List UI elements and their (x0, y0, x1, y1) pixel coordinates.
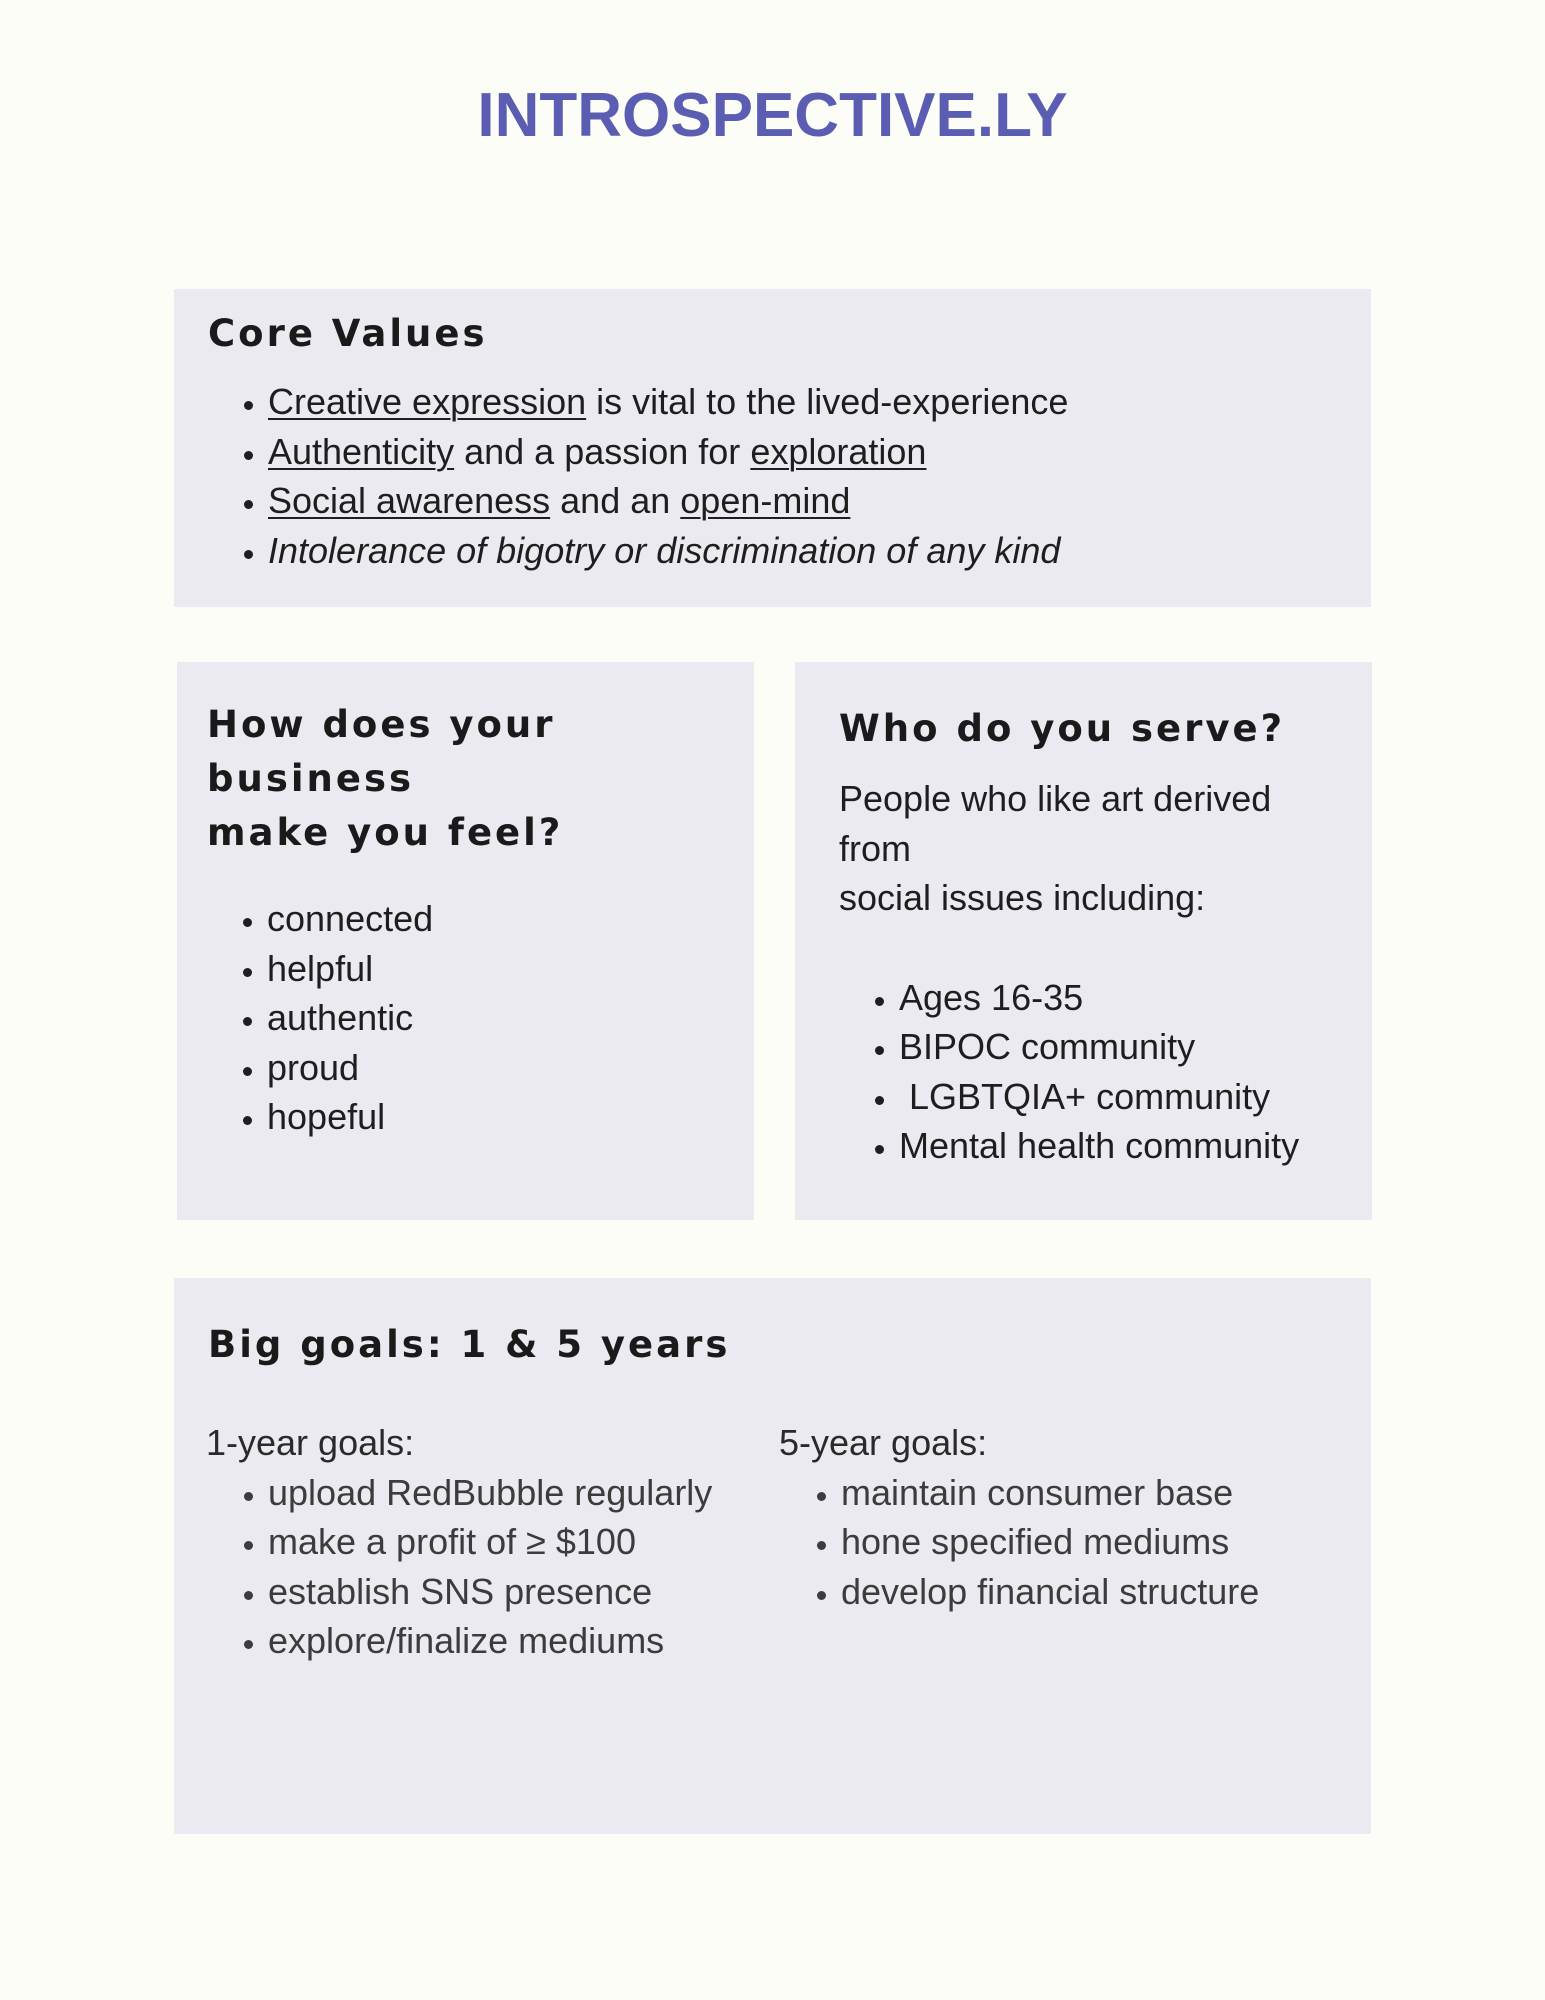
serve-intro-line: People who like art derived from (839, 778, 1272, 869)
core-values-card (174, 289, 1371, 607)
list-item (268, 526, 1371, 576)
list-item (268, 427, 1371, 477)
list-item: • maintain consumer base (841, 1468, 1341, 1518)
list-item: • authentic (267, 993, 754, 1043)
value-term: Authenticity (268, 430, 455, 472)
one-year-label: 1-year goals: (206, 1422, 415, 1463)
list-item: • BIPOC community (899, 1022, 1352, 1072)
feel-heading (207, 698, 754, 860)
one-year-goals (208, 1418, 748, 1666)
five-year-goals (781, 1418, 1341, 1616)
goals-heading: Big goals: 1 & 5 years (208, 1323, 731, 1366)
list-item: • upload RedBubble regularly (268, 1468, 748, 1518)
list-item: • Mental health community (899, 1121, 1352, 1171)
serve-intro-line: social issues including: (839, 877, 1206, 918)
value-term: open-mind (680, 480, 851, 521)
five-year-label: 5-year goals: (779, 1422, 988, 1463)
value-text: Intolerance of bigotry or discrimination of any kind (268, 529, 1061, 571)
list-item: • proud (267, 1043, 754, 1093)
list-item: • hopeful (267, 1092, 754, 1142)
value-term: Creative expression (268, 381, 587, 422)
core-values-heading: Core Values (208, 312, 488, 355)
feel-heading-line: How does your business (207, 703, 556, 800)
list-item: • hone specified mediums (841, 1517, 1341, 1567)
list-item: • LGBTQIA+ community (899, 1072, 1352, 1122)
serve-list (839, 973, 1352, 1171)
value-term: Social awareness (268, 480, 551, 521)
list-item (268, 377, 1371, 427)
list-item: • connected (267, 894, 754, 944)
serve-intro (839, 774, 1352, 923)
list-item: • develop financial structure (841, 1567, 1341, 1617)
core-values-list (208, 377, 1371, 575)
one-year-list (208, 1468, 748, 1666)
five-year-list (781, 1468, 1341, 1617)
value-text: and a passion for (454, 430, 751, 472)
feel-card (177, 662, 754, 1220)
serve-heading: Who do you serve? (839, 707, 1286, 750)
list-item: • explore/finalize mediums (268, 1616, 748, 1666)
page-title: INTROSPECTIVE.LY (477, 81, 1068, 150)
value-term: exploration (750, 430, 927, 472)
value-text: and an (550, 480, 681, 521)
list-item: • helpful (267, 944, 754, 994)
list-item: • establish SNS presence (268, 1567, 748, 1617)
list-item (268, 476, 1371, 526)
serve-card (795, 662, 1372, 1220)
list-item: • make a profit of ≥ $100 (268, 1517, 748, 1567)
feel-heading-line: make you feel? (207, 811, 564, 854)
list-item: • Ages 16-35 (899, 973, 1352, 1023)
feel-list (207, 894, 754, 1142)
value-text: is vital to the lived-experience (586, 381, 1069, 422)
goals-card (174, 1278, 1371, 1834)
